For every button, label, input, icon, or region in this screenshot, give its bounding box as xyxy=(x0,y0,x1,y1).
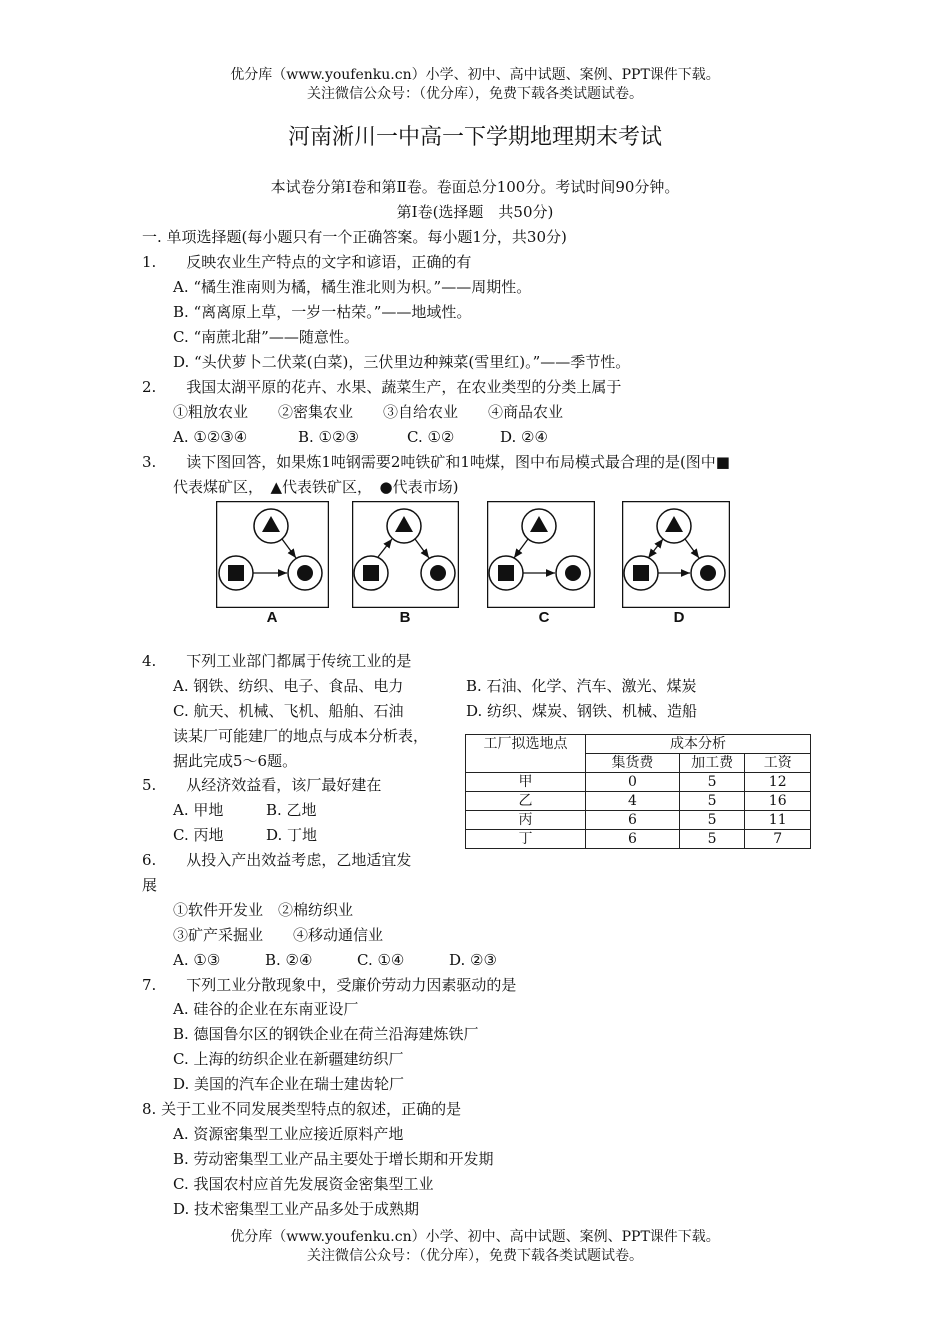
exam-title: 河南淅川一中高一下学期地理期末考试 xyxy=(287,125,662,150)
coal-square-icon xyxy=(363,565,379,581)
q1-stem: 1. 反映农业生产特点的文字和谚语，正确的有 xyxy=(142,253,472,271)
diagram-label-d: D xyxy=(673,609,685,626)
table-cell: 丙 xyxy=(466,811,586,830)
q5-option-a: A. 甲地 xyxy=(173,801,224,819)
table-cell: 6 xyxy=(586,830,680,849)
footer-line-2: 关注微信公众号：（优分库），免费下载各类试题试卷。 xyxy=(307,1248,643,1264)
table-row xyxy=(466,811,811,830)
iron-ore-triangle-icon xyxy=(665,516,683,532)
q8-option-b: B. 劳动密集型工业产品主要处于增长期和开发期 xyxy=(173,1150,494,1168)
table-header-cost: 成本分析 xyxy=(586,735,811,754)
q6-option-a: A. ①③ xyxy=(173,951,221,969)
read-instruction-2: 据此完成5～6题。 xyxy=(173,752,298,770)
table-cell: 5 xyxy=(679,792,745,811)
q6-option-c: C. ①④ xyxy=(357,951,405,969)
diagram-label-b: B xyxy=(399,609,411,626)
header-line-1: 优分库（www.youfenku.cn）小学、初中、高中试题、案例、PPT课件下载。 xyxy=(230,67,720,83)
q4-option-d: D. 纺织、煤炭、钢铁、机械、造船 xyxy=(466,702,698,720)
market-dot-icon xyxy=(430,565,446,581)
q8-option-d: D. 技术密集型工业产品多处于成熟期 xyxy=(173,1200,420,1218)
table-cell: 5 xyxy=(679,811,745,830)
q7-option-d: D. 美国的汽车企业在瑞士建齿轮厂 xyxy=(173,1075,405,1093)
q2-option-d: D. ②④ xyxy=(500,428,548,446)
q5-option-d: D. 丁地 xyxy=(266,826,318,844)
q6-items-1: ①软件开发业 ②棉纺织业 xyxy=(173,901,354,919)
table-header-site: 工厂拟选地点 xyxy=(466,735,586,773)
q4-stem: 4. 下列工业部门都属于传统工业的是 xyxy=(142,652,412,670)
q8-option-a: A. 资源密集型工业应接近原料产地 xyxy=(173,1125,404,1143)
table-cell: 11 xyxy=(745,811,811,830)
section-heading: 一. 单项选择题(每小题只有一个正确答案。每小题1分，共30分) xyxy=(142,228,567,246)
iron-ore-triangle-icon xyxy=(395,516,413,532)
table-cell: 5 xyxy=(679,830,745,849)
q7-option-b: B. 德国鲁尔区的钢铁企业在荷兰沿海建炼铁厂 xyxy=(173,1025,479,1043)
coal-square-icon xyxy=(228,565,244,581)
q3-stem: 3. 读下图回答，如果炼1吨钢需要2吨铁矿和1吨煤，图中布局模式最合理的是(图中■ xyxy=(142,453,730,471)
diagram-a xyxy=(216,501,329,608)
q2-option-b: B. ①②③ xyxy=(298,428,359,446)
q7-stem: 7. 下列工业分散现象中，受廉价劳动力因素驱动的是 xyxy=(142,976,517,994)
table-cell: 16 xyxy=(745,792,811,811)
table-row xyxy=(466,830,811,849)
iron-ore-triangle-icon xyxy=(262,516,280,532)
q1-option-a: A. “橘生淮南则为橘，橘生淮北则为枳。”——周期性。 xyxy=(173,278,532,296)
q6-items-2: ③矿产采掘业 ④移动通信业 xyxy=(173,926,384,944)
exam-intro: 本试卷分第Ⅰ卷和第Ⅱ卷。卷面总分100分。考试时间90分钟。 xyxy=(270,178,680,196)
q5-stem: 5. 从经济效益看，该厂最好建在 xyxy=(142,776,382,794)
q1-option-d: D. “头伏萝卜二伏菜(白菜)，三伏里边种辣菜(雪里红)。”——季节性。 xyxy=(173,353,631,371)
table-row xyxy=(466,792,811,811)
q7-option-c: C. 上海的纺织企业在新疆建纺织厂 xyxy=(173,1050,404,1068)
table-cell: 6 xyxy=(586,811,680,830)
q1-option-b: B. “离离原上草，一岁一枯荣。”——地域性。 xyxy=(173,303,472,321)
table-cell: 甲 xyxy=(466,773,586,792)
market-dot-icon xyxy=(297,565,313,581)
q5-option-c: C. 丙地 xyxy=(173,826,224,844)
diagram-label-a: A xyxy=(266,609,278,626)
iron-ore-triangle-icon xyxy=(530,516,548,532)
q6-stem: 6. 从投入产出效益考虑，乙地适宜发 xyxy=(142,851,412,869)
diagram-b xyxy=(352,501,459,608)
footer-line-1: 优分库（www.youfenku.cn）小学、初中、高中试题、案例、PPT课件下载。 xyxy=(230,1229,720,1245)
q1-option-c: C. “南蔗北甜”——随意性。 xyxy=(173,328,359,346)
table-subheader: 加工费 xyxy=(679,754,745,773)
table-cell: 7 xyxy=(745,830,811,849)
table-cell: 丁 xyxy=(466,830,586,849)
table-cell: 4 xyxy=(586,792,680,811)
table-row xyxy=(466,773,811,792)
q8-stem: 8. 关于工业不同发展类型特点的叙述，正确的是 xyxy=(142,1100,462,1118)
q6-option-d: D. ②③ xyxy=(449,951,497,969)
q2-stem: 2. 我国太湖平原的花卉、水果、蔬菜生产，在农业类型的分类上属于 xyxy=(142,378,622,396)
table-cell: 12 xyxy=(745,773,811,792)
q2-option-c: C. ①② xyxy=(407,428,455,446)
q3-stem-legend: 代表煤矿区， ▲代表铁矿区， ●代表市场) xyxy=(173,478,459,496)
cost-analysis-table xyxy=(465,734,811,849)
table-cell: 0 xyxy=(586,773,680,792)
q6-option-b: B. ②④ xyxy=(265,951,313,969)
diagram-d xyxy=(622,501,730,608)
diagram-c xyxy=(487,501,595,608)
coal-square-icon xyxy=(498,565,514,581)
table-cell: 5 xyxy=(679,773,745,792)
market-dot-icon xyxy=(565,565,581,581)
q6-stem-cont: 展 xyxy=(142,876,158,894)
q2-items: ①粗放农业 ②密集农业 ③自给农业 ④商品农业 xyxy=(173,403,564,421)
q4-option-b: B. 石油、化学、汽车、激光、煤炭 xyxy=(466,677,697,695)
header-line-2: 关注微信公众号：（优分库），免费下载各类试题试卷。 xyxy=(307,86,643,102)
part-one-heading: 第Ⅰ卷(选择题 共50分) xyxy=(396,203,554,221)
q4-option-c: C. 航天、机械、飞机、船舶、石油 xyxy=(173,702,404,720)
q2-option-a: A. ①②③④ xyxy=(173,428,248,446)
table-subheader: 工资 xyxy=(745,754,811,773)
market-dot-icon xyxy=(700,565,716,581)
coal-square-icon xyxy=(633,565,649,581)
diagram-label-c: C xyxy=(538,609,550,626)
q7-option-a: A. 硅谷的企业在东南亚设厂 xyxy=(173,1000,359,1018)
q8-option-c: C. 我国农村应首先发展资金密集型工业 xyxy=(173,1175,434,1193)
table-cell: 乙 xyxy=(466,792,586,811)
q5-option-b: B. 乙地 xyxy=(266,801,317,819)
table-subheader: 集货费 xyxy=(586,754,680,773)
read-instruction-1: 读某厂可能建厂的地点与成本分析表， xyxy=(173,727,429,745)
q4-option-a: A. 钢铁、纺织、电子、食品、电力 xyxy=(173,677,404,695)
